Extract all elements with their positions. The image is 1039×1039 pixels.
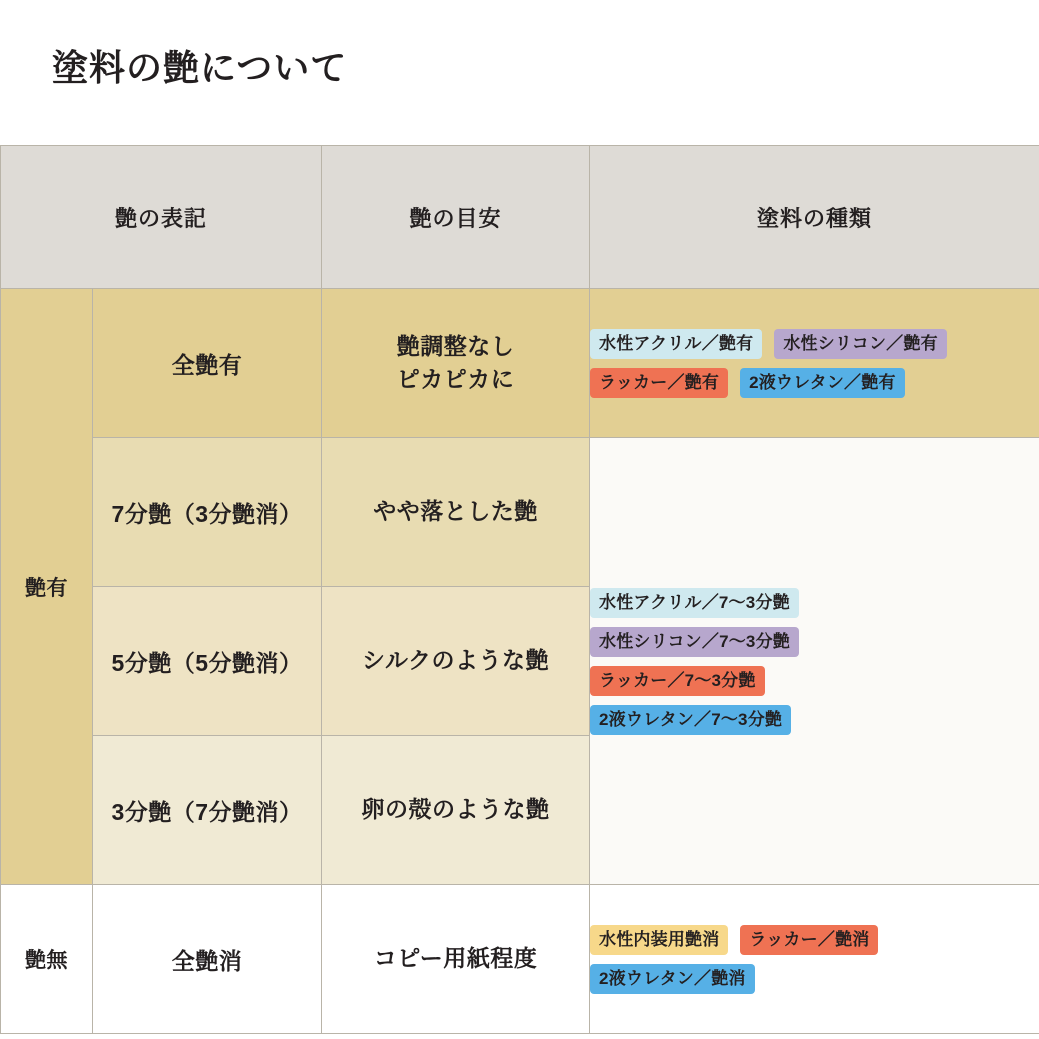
name-cell: 全艶消 — [93, 885, 322, 1034]
column-header-name: 艶の表記 — [1, 146, 322, 289]
guide-cell — [322, 289, 590, 438]
tag-lacquer-mid: ラッカー／7〜3分艶 — [590, 666, 765, 696]
tag-group — [590, 588, 1039, 735]
page-title: 塗料の艶について — [52, 47, 348, 88]
name-cell: 5分艶（5分艶消） — [93, 587, 322, 736]
tag-lacquer-matte: ラッカー／艶消 — [740, 925, 878, 955]
table-body — [1, 289, 1039, 1034]
tag-water-interior-matte: 水性内装用艶消 — [590, 925, 728, 955]
name-cell: 3分艶（7分艶消） — [93, 736, 322, 885]
table-row — [1, 438, 1039, 587]
type-cell — [590, 438, 1039, 885]
type-cell — [590, 885, 1039, 1034]
category-cell-gloss: 艶有 — [1, 289, 93, 885]
tag-water-silicon-mid: 水性シリコン／7〜3分艶 — [590, 627, 799, 657]
gloss-table — [0, 145, 1039, 1034]
category-cell-matte: 艶無 — [1, 885, 93, 1034]
tag-group — [590, 329, 1039, 398]
tag-group — [590, 925, 1039, 994]
guide-cell: コピー用紙程度 — [322, 885, 590, 1034]
table-row — [1, 289, 1039, 438]
table-header-row — [1, 146, 1039, 289]
guide-cell: シルクのような艶 — [322, 587, 590, 736]
guide-line-1: 艶調整なし — [396, 332, 515, 359]
table-row — [1, 885, 1039, 1034]
tag-lacquer-gloss: ラッカー／艶有 — [590, 368, 728, 398]
tag-urethane-mid: 2液ウレタン／7〜3分艶 — [590, 705, 791, 735]
gloss-table-wrapper — [0, 145, 1039, 1034]
type-cell — [590, 289, 1039, 438]
guide-cell: 卵の殻のような艶 — [322, 736, 590, 885]
name-cell: 7分艶（3分艶消） — [93, 438, 322, 587]
tag-water-silicon-gloss: 水性シリコン／艶有 — [774, 329, 946, 359]
tag-water-acrylic-mid: 水性アクリル／7〜3分艶 — [590, 588, 799, 618]
tag-urethane-gloss: 2液ウレタン／艶有 — [740, 368, 905, 398]
name-cell: 全艶有 — [93, 289, 322, 438]
tag-water-acrylic-gloss: 水性アクリル／艶有 — [590, 329, 762, 359]
column-header-guide: 艶の目安 — [322, 146, 590, 289]
guide-cell: やや落とした艶 — [322, 438, 590, 587]
guide-line-2: ピカピカに — [396, 366, 515, 392]
tag-urethane-matte: 2液ウレタン／艶消 — [590, 964, 755, 994]
column-header-type: 塗料の種類 — [590, 146, 1039, 289]
table-header — [1, 146, 1039, 289]
